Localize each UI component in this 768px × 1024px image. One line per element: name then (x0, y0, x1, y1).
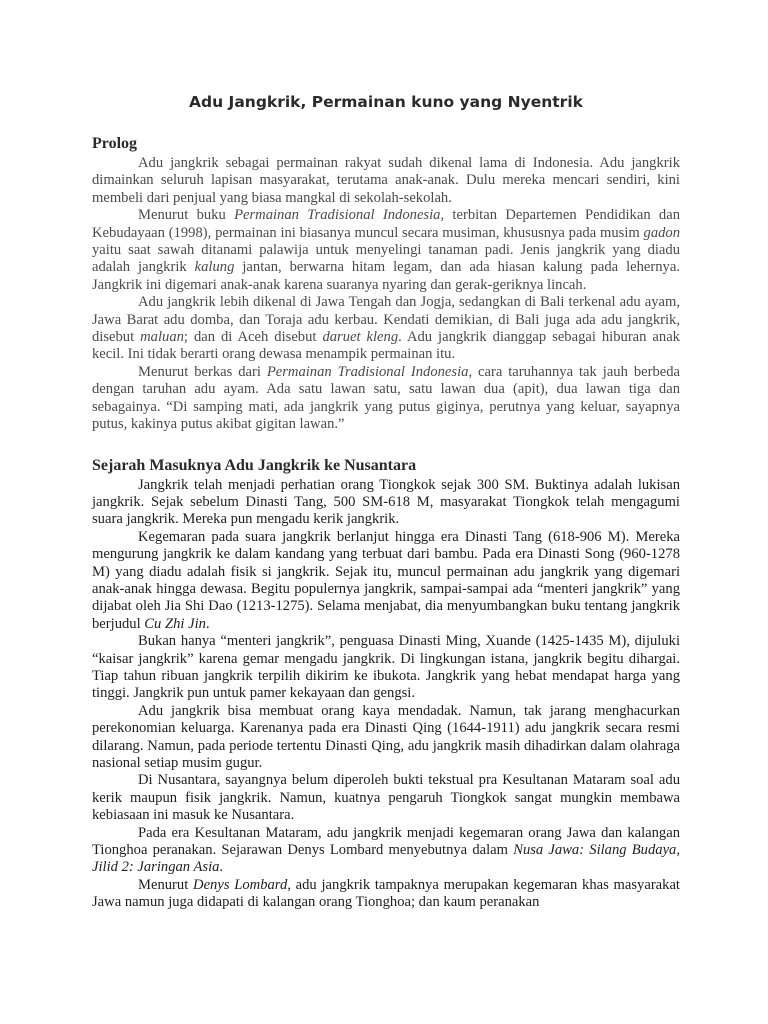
paragraph: Adu jangkrik sebagai permainan rakyat sudah dikenal lama di Indonesia. Adu jangkrik dimainkan seluruh lapisan masyarakat, terutama anak-anak. Dulu mereka mencari sendiri, kini membeli dari penjual yang biasa mangkal di sekolah-sekolah. (92, 155, 680, 206)
book-title: Permainan Tradisional Indonesia (266, 363, 469, 380)
paragraph: Jangkrik telah menjadi perhatian orang Tiongkok sejak 300 SM. Buktinya adalah lukisan jangkrik. Sejak sebelum Dinasti Tang, 500 SM-618 M, masyarakat Tiongkok telah mengagumi suara jangkrik. Mereka pun mengadu kerik jangkrik. (92, 476, 680, 528)
paragraph: Bukan hanya “menteri jangkrik”, penguasa Dinasti Ming, Xuande (1425-1435 M), dijuluki “kaisar jangkrik” karena gemar mengadu jangkrik. Di lingkungan istana, jangkrik begitu dihargai. Tiap tahun ribuan jangkrik terpilih dikirim ke ibukota. Jangkrik yang hebat mendapat harga yang tinggi. Jangkrik pun untuk pamer kekayaan dan gengsi. (92, 633, 680, 702)
paragraph: Kegemaran pada suara jangkrik berlanjut hingga era Dinasti Tang (618-906 M). Mereka mengurung jangkrik ke dalam kandang yang terbuat dari bambu. Pada era Dinasti Song (960-1278 M) yang diadu adalah fisik si jangkrik. Sejak itu, muncul permainan adu jangkrik yang digemari anak-anak hingga dewasa. Begitu populernya jangkrik, sampai-sampai ada “menteri jangkrik” yang dijabat oleh Jia Shi Dao (1213-1275). Selama menjabat, dia menyumbangkan buku tentang jangkrik berjudul Cu Zhi Jin. (92, 528, 680, 632)
paragraph: Menurut Denys Lombard, adu jangkrik tampaknya merupakan kegemaran khas masyarakat Jawa namun juga didapati di kalangan orang Tionghoa; dan kaum peranakan (92, 876, 680, 911)
person-name: Denys Lombard (193, 876, 288, 893)
italic-term: maluan (140, 329, 184, 346)
paragraph: Di Nusantara, sayangnya belum diperoleh bukti tekstual pra Kesultanan Mataram soal adu kerik maupun fisik jangkrik. Namun, kuatnya pengaruh Tiongkok sangat mungkin membawa kebiasaan ini masuk ke Nusantara. (92, 772, 680, 824)
paragraph: Adu jangkrik lebih dikenal di Jawa Tengah dan Jogja, sedangkan di Bali terkenal adu ayam, Jawa Barat adu domba, dan Toraja adu kerbau. Kendati demikian, di Bali juga ada adu jangkrik, disebut maluan; dan di Aceh disebut daruet kleng. Adu jangkrik dianggap sebagai hiburan anak kecil. Ini tidak berarti orang dewasa menampik permainan itu. (92, 294, 680, 363)
paragraph: Adu jangkrik bisa membuat orang kaya mendadak. Namun, tak jarang menghacurkan perekonomian keluarga. Karenanya pada era Dinasti Qing (1644-1911) adu jangkrik secara resmi dilarang. Namun, pada periode tertentu Dinasti Qing, adu jangkrik masih dihadirkan dalam olahraga nasional setiap musim gugur. (92, 702, 680, 771)
paragraph: Menurut buku Permainan Tradisional Indonesia, terbitan Departemen Pendidikan dan Kebudayaan (1998), permainan ini biasanya muncul secara musiman, khususnya pada musim gadon yaitu saat sawah ditanami palawija untuk menyelingi tanaman padi. Jenis jangkrik yang diadu adalah jangkrik kalung jantan, berwarna hitam legam, dan ada hiasan kalung pada lehernya. Jangkrik ini digemari anak-anak karena suaranya nyaring dan gerak-geriknya lincah. (92, 207, 681, 293)
paragraph: Menurut berkas dari Permainan Tradisional Indonesia, cara taruhannya tak jauh berbeda dengan taruhan adu ayam. Ada satu lawan satu, satu lawan dua (apit), dua lawan tiga dan sebagainya. “Di samping mati, ada jangkrik yang putus giginya, perutnya yang keluar, sayapnya putus, kakinya putus akibat gigitan lawan.” (92, 363, 681, 433)
document-title: Adu Jangkrik, Permainan kuno yang Nyentrik (189, 93, 583, 111)
book-title: Permainan Tradisional Indonesia (234, 207, 441, 224)
italic-term: gadon (643, 224, 680, 241)
section-prolog (92, 134, 680, 434)
section-sejarah (92, 456, 680, 912)
italic-term: daruet kleng (322, 329, 399, 346)
section-heading-prolog: Prolog (92, 135, 138, 152)
italic-term: kalung (194, 259, 235, 276)
book-title: Cu Zhi Jin (144, 615, 206, 632)
paragraph: Pada era Kesultanan Mataram, adu jangkrik menjadi kegemaran orang Jawa dan kalangan Tionghoa peranakan. Sejarawan Denys Lombard menyebutnya dalam Nusa Jawa: Silang Budaya, Jilid 2: Jaringan Asia. (92, 824, 680, 876)
book-title: Nusa Jawa: Silang Budaya, Jilid 2: Jaringan Asia (92, 842, 680, 876)
section-heading-sejarah: Sejarah Masuknya Adu Jangkrik ke Nusantara (92, 456, 417, 474)
